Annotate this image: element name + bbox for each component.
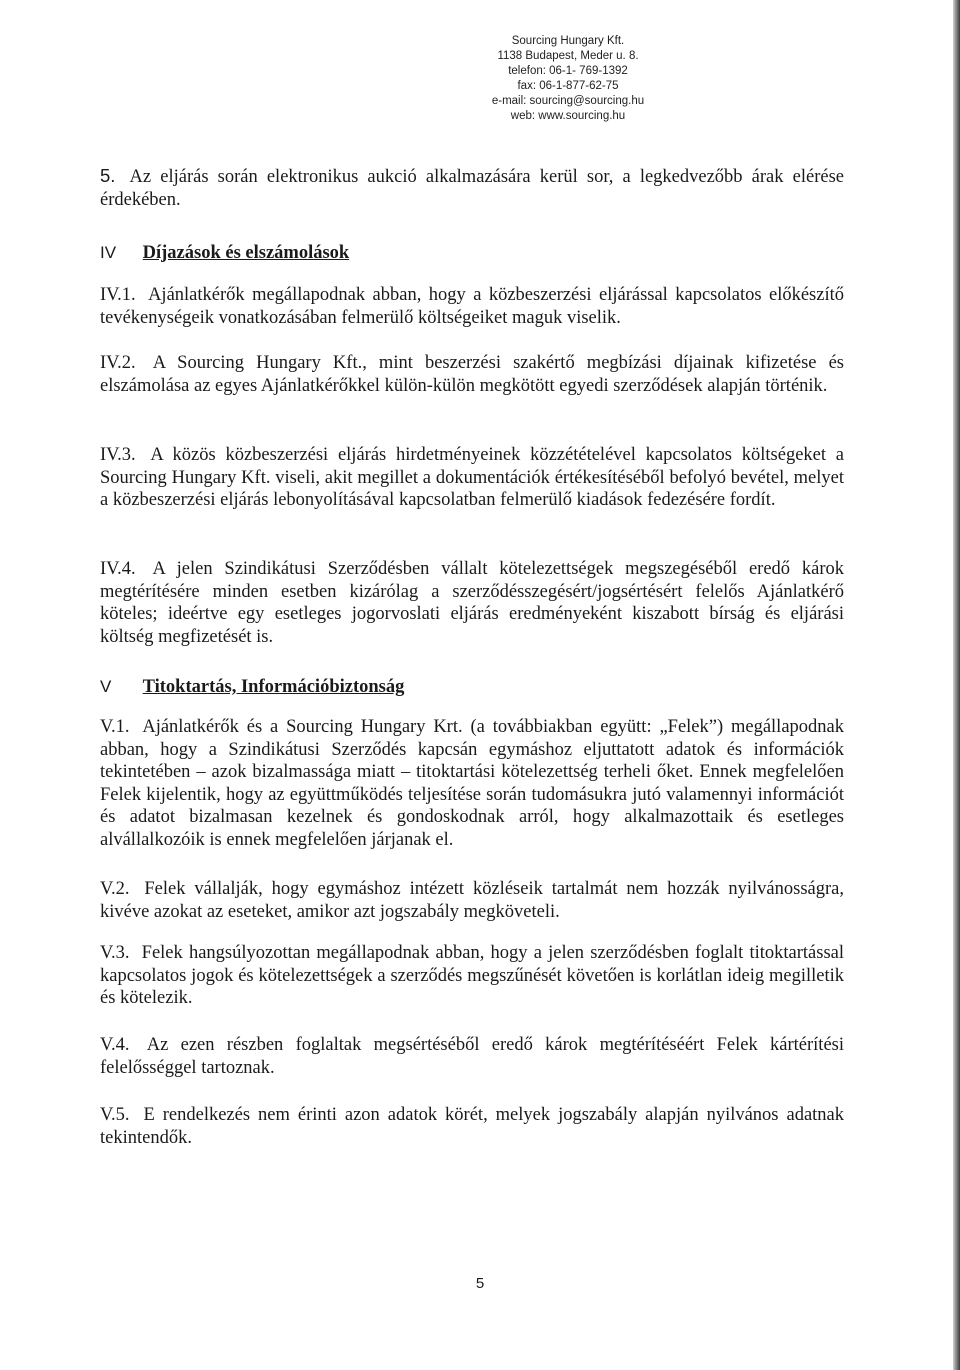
section-iv-title: Díjazások és elszámolások [142,243,350,263]
paragraph-v-2 [100,878,844,923]
item-5 [100,165,844,211]
item-5-text: Az eljárás során elektronikus aukció alkalmazására kerül sor, a legkedvezőbb árak elérése érdekében. [100,167,844,210]
section-iv-roman: IV [100,243,117,262]
paragraph-number: V.2. [100,879,130,899]
letterhead-web: web: www.sourcing.hu [510,110,626,122]
page-number: 5 [475,1275,485,1292]
paragraph-iv-3 [100,444,844,512]
paragraph-number: V.4. [100,1035,130,1055]
letterhead-address: 1138 Budapest, Meder u. 8. [497,50,639,62]
letterhead-email: e-mail: sourcing@sourcing.hu [491,95,645,107]
paragraph-v-3 [100,942,844,1010]
letterhead [468,34,668,124]
paragraph-number: IV.3. [100,445,136,465]
paragraph-number: V.5. [100,1105,130,1125]
letterhead-company: Sourcing Hungary Kft. [511,35,625,47]
paragraph-number: IV.1. [100,285,136,305]
section-v-heading [100,676,404,698]
letterhead-phone: telefon: 06-1- 769-1392 [508,65,628,77]
paragraph-v-4 [100,1034,844,1079]
paragraph-v-1 [100,716,844,851]
paragraph-text: A Sourcing Hungary Kft., mint beszerzési szakértő megbízási díjainak kifizetése és elszámolása az egyes Ajánlatkérőkkel külön-külön megkötött egyedi szerződések alapján történik. [100,353,844,396]
paragraph-text: Ajánlatkérők megállapodnak abban, hogy a közbeszerzési eljárással kapcsolatos előkészítő tevékenységeik vonatkozásában felmerülő költségeiket maguk viselik. [100,285,845,328]
paragraph-text: Felek vállalják, hogy egymáshoz intézett közléseik tartalmát nem hozzák nyilvánosságra, kivéve azokat az eseteket, amikor azt jogszabály megköveteli. [100,879,845,922]
section-v-title: Titoktartás, Információbiztonság [142,677,405,697]
scan-edge [953,0,960,1370]
letterhead-fax: fax: 06-1-877-62-75 [517,80,619,92]
paragraph-iv-4 [100,558,844,648]
paragraph-iv-2 [100,352,844,397]
paragraph-iv-1 [100,284,844,329]
paragraph-number: V.3. [100,943,130,963]
paragraph-number: V.1. [100,717,130,737]
paragraph-number: IV.2. [100,353,136,373]
paragraph-text: A jelen Szindikátusi Szerződésben vállalt kötelezettségek megszegéséből eredő károk megtérítésére minden esetben kizárólag a szerződésszegésért/jogsértésért felelős Ajánlatkérő köteles; ideértve egy esetleges jogorvoslati eljárás eredményeként kiszabott bírság és eljárási költség megfizetését is. [100,559,844,647]
item-5-number: 5. [100,165,116,186]
section-v-roman: V [100,677,112,696]
paragraph-number: IV.4. [100,559,136,579]
paragraph-text: E rendelkezés nem érinti azon adatok körét, melyek jogszabály alapján nyilvános adatnak tekintendők. [100,1105,845,1148]
paragraph-text: A közös közbeszerzési eljárás hirdetményeinek közzétételével kapcsolatos költségeket a Sourcing Hungary Kft. viseli, akit megillet a dokumentációk értékesítéséből befolyó bevétel, melyet a közbeszerzési eljárás lebonyolításával kapcsolatban felmerülő kiadások fedezésére fordít. [100,445,844,510]
paragraph-text: Ajánlatkérők és a Sourcing Hungary Krt. (a továbbiakban együtt: „Felek”) megállapodnak abban, hogy a Szindikátusi Szerződés kapcsán egymáshoz eljuttatott adatok és információk tekintetében – azok bizalmassága miatt – titoktartási kötelezettség terheli őket. Ennek megfelelően Felek kijelentik, hogy az együttműködés teljesítése során tudomásukra jutó valamennyi információt és adatot bizalmasan kezelnek és gondoskodnak arról, hogy alkalmazottaik és esetleges alvállalkozóik is ennek megfelelően járjanak el. [100,717,844,850]
paragraph-text: Felek hangsúlyozottan megállapodnak abban, hogy a jelen szerződésben foglalt titoktartással kapcsolatos jogok és kötelezettségek a szerződés megszűnését követően is korlátlan ideig megilletik és kötelezik. [100,943,845,1008]
paragraph-v-5 [100,1104,844,1149]
section-iv-heading [100,242,349,264]
paragraph-text: Az ezen részben foglaltak megsértéséből eredő károk megtérítéséért Felek kártérítési felelősséggel tartoznak. [100,1035,844,1078]
